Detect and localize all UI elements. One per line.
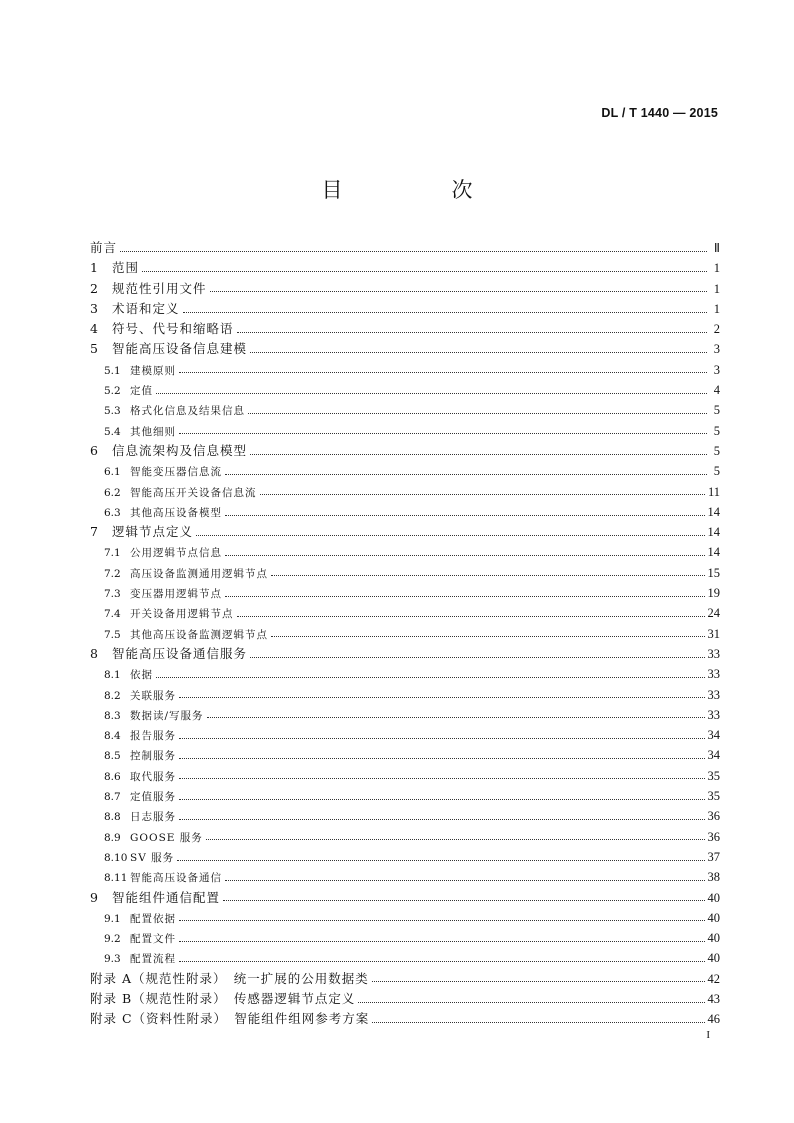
toc-entry-label: 配置文件 [130,933,176,946]
toc-entry-page: 5 [713,423,720,438]
toc-entry[interactable] [90,421,720,441]
toc-entry-page: 33 [707,687,720,702]
toc-entry-label: 格式化信息及结果信息 [130,405,245,418]
toc-entry-label: 范围 [112,260,140,276]
toc-entry-label: 关联服务 [130,689,176,702]
toc-entry-number: 8.5 [104,750,121,763]
dot-leader [196,535,704,536]
toc-entry[interactable] [90,664,720,684]
toc-entry-number: 4 [90,321,98,337]
toc-entry-number: 5.4 [104,425,121,438]
toc-entry-label: 智能高压设备通信服务 [112,645,248,661]
toc-entry-label: 逻辑节点定义 [112,524,194,540]
toc-entry[interactable] [90,522,720,542]
toc-entry-number: 7.5 [104,628,121,641]
toc-entry-label: 建模原则 [130,364,176,377]
toc-entry-label: 开关设备用逻辑节点 [130,608,234,621]
toc-entry[interactable] [90,705,720,725]
dot-leader [271,575,705,576]
toc-entry[interactable] [90,299,720,319]
toc-entry-number: 1 [90,260,98,276]
toc-entry[interactable] [90,766,720,786]
toc-entry-page: 1 [713,281,720,296]
dot-leader [207,717,705,718]
dot-leader [179,778,705,779]
toc-entry[interactable] [90,745,720,765]
toc-entry-number: 5.3 [104,405,121,418]
toc-entry-page: 5 [713,443,720,458]
toc-entry-label: 控制服务 [130,750,176,763]
toc-entry-number: 5.2 [104,385,121,398]
toc-entry[interactable] [90,482,720,502]
toc-entry[interactable] [90,603,720,623]
toc-entry-page: 3 [713,342,720,357]
toc-entry-number: 6.1 [104,466,121,479]
toc-entry-label: 配置流程 [130,953,176,966]
toc-entry-page: 40 [707,951,720,966]
toc-entry-label: 术语和定义 [112,300,180,316]
toc-entry-label: 日志服务 [130,811,176,824]
toc-entry-label: SV 服务 [130,851,175,864]
toc-entry-page: 2 [713,322,720,337]
toc-entry[interactable] [90,827,720,847]
toc-entry-number: 8.3 [104,709,121,722]
toc-entry[interactable] [90,461,720,481]
dot-leader [206,839,705,840]
toc-entry[interactable] [90,563,720,583]
toc-entry-label: 公用逻辑节点信息 [130,547,222,560]
toc-entry-page: 34 [707,748,720,763]
toc-entry-number: 8.4 [104,730,121,743]
toc-entry-number: 6.2 [104,486,121,499]
toc-entry-label: 前言 [90,240,118,255]
toc-entry[interactable] [90,380,720,400]
toc-entry[interactable] [90,441,720,461]
toc-entry[interactable] [90,908,720,928]
toc-entry-number: 8.6 [104,770,121,783]
toc-entry[interactable] [90,502,720,522]
toc-entry-page: 36 [707,809,720,824]
toc-entry-label: 附录 A（规范性附录） 统一扩展的公用数据类 [90,970,369,986]
toc-entry[interactable] [90,644,720,664]
toc-entry-page: 1 [713,261,720,276]
table-of-contents [90,238,720,1030]
toc-entry-label: 定值 [130,385,153,398]
toc-entry-number: 8.9 [104,831,121,844]
toc-entry-number: 9.1 [104,912,121,925]
dot-leader [179,961,705,962]
dot-leader [183,312,707,313]
toc-entry-page: 46 [707,1012,720,1027]
toc-entry-number: 8 [90,645,98,661]
toc-entry[interactable] [90,238,720,258]
toc-entry-number: 8.7 [104,791,121,804]
toc-entry-label: 高压设备监测通用逻辑节点 [130,567,268,580]
toc-entry-page: 40 [707,910,720,925]
dot-leader [271,636,705,637]
toc-entry[interactable] [90,989,720,1009]
toc-entry[interactable] [90,786,720,806]
dot-leader [225,515,705,516]
toc-entry-label: 其他高压设备模型 [130,506,222,519]
dot-leader [372,1022,704,1023]
toc-entry-number: 8.1 [104,669,121,682]
toc-entry-page: 38 [707,870,720,885]
toc-entry[interactable] [90,279,720,299]
toc-entry-page: 11 [707,484,720,499]
toc-entry-page: 19 [707,586,720,601]
toc-entry-number: 2 [90,280,98,296]
toc-entry-page: 43 [707,991,720,1006]
toc-entry[interactable] [90,542,720,562]
toc-entry-label: GOOSE 服务 [130,831,203,844]
toc-entry[interactable] [90,888,720,908]
toc-entry[interactable] [90,258,720,278]
toc-entry-label: 定值服务 [130,791,176,804]
toc-entry-label: 其他细则 [130,425,176,438]
toc-entry-number: 5.1 [104,364,121,377]
toc-entry-page: 1 [713,301,720,316]
toc-entry[interactable] [90,847,720,867]
dot-leader [237,332,707,333]
dot-leader [225,555,705,556]
toc-entry-page: 36 [707,829,720,844]
toc-entry-number: 9 [90,889,98,905]
dot-leader [179,941,705,942]
page-number: I [706,1029,710,1041]
toc-entry-page: 5 [713,464,720,479]
toc-entry-page: Ⅱ [713,241,720,255]
dot-leader [248,413,707,414]
toc-entry-label: 智能组件通信配置 [112,889,221,905]
toc-entry-page: 35 [707,789,720,804]
toc-entry-number: 9.2 [104,933,121,946]
dot-leader [179,758,705,759]
toc-entry-page: 31 [707,626,720,641]
toc-entry-number: 7.1 [104,547,121,560]
dot-leader [179,372,707,373]
toc-entry[interactable] [90,1009,720,1029]
toc-entry-number: 6.3 [104,506,121,519]
toc-entry[interactable] [90,685,720,705]
toc-entry-label: 依据 [130,669,153,682]
dot-leader [237,616,705,617]
dot-leader [225,880,705,881]
toc-entry-number: 8.10 [104,851,128,864]
toc-entry-label: 符号、代号和缩略语 [112,321,234,337]
toc-entry-page: 3 [713,362,720,377]
dot-leader [372,981,705,982]
toc-entry-label: 其他高压设备监测逻辑节点 [130,628,268,641]
toc-entry-label: 变压器用逻辑节点 [130,588,222,601]
toc-entry-label: 报告服务 [130,730,176,743]
dot-leader [225,474,707,475]
toc-entry[interactable] [90,360,720,380]
dot-leader [260,494,705,495]
toc-entry-page: 5 [713,403,720,418]
toc-entry[interactable] [90,969,720,989]
dot-leader [179,738,705,739]
toc-entry[interactable] [90,319,720,339]
dot-leader [177,860,704,861]
toc-entry[interactable] [90,948,720,968]
toc-entry-label: 配置依据 [130,912,176,925]
toc-entry-page: 35 [707,768,720,783]
toc-entry-label: 数据读/写服务 [130,709,204,722]
toc-entry[interactable] [90,339,720,359]
dot-leader [250,352,707,353]
toc-entry-page: 33 [707,707,720,722]
toc-entry-page: 4 [713,383,720,398]
toc-entry-page: 42 [707,971,720,986]
toc-entry-label: 智能变压器信息流 [130,466,222,479]
dot-leader [250,657,704,658]
toc-entry-page: 24 [707,606,720,621]
toc-entry-page: 15 [707,565,720,580]
toc-entry-number: 8.8 [104,811,121,824]
dot-leader [156,677,705,678]
toc-entry-number: 5 [90,341,98,357]
toc-entry-number: 3 [90,300,98,316]
toc-entry-number: 7.2 [104,567,121,580]
dot-leader [250,454,707,455]
toc-entry-number: 7.3 [104,588,121,601]
toc-entry-page: 14 [707,545,720,560]
toc-entry-label: 智能高压开关设备信息流 [130,486,257,499]
toc-entry-page: 14 [707,504,720,519]
dot-leader [179,819,705,820]
dot-leader [223,900,704,901]
toc-entry[interactable] [90,725,720,745]
dot-leader [156,393,707,394]
dot-leader [179,920,705,921]
toc-entry-page: 40 [707,931,720,946]
toc-entry-page: 33 [707,667,720,682]
dot-leader [210,291,707,292]
toc-entry[interactable] [90,806,720,826]
dot-leader [179,799,705,800]
toc-entry-number: 6 [90,442,98,458]
toc-entry-page: 33 [707,646,720,661]
dot-leader [358,1002,704,1003]
toc-entry-page: 14 [707,525,720,540]
toc-entry[interactable] [90,583,720,603]
dot-leader [179,697,705,698]
dot-leader [120,251,707,252]
dot-leader [142,271,707,272]
toc-entry-number: 8.11 [104,872,128,885]
toc-entry-number: 7 [90,524,98,540]
toc-entry-label: 附录 B（规范性附录） 传感器逻辑节点定义 [90,990,356,1006]
toc-entry[interactable] [90,867,720,887]
toc-entry-label: 附录 C（资料性附录） 智能组件组网参考方案 [90,1011,370,1027]
toc-entry[interactable] [90,928,720,948]
toc-entry-page: 40 [707,890,720,905]
dot-leader [225,596,705,597]
page-title: 目 次 [321,178,517,202]
toc-entry-label: 智能高压设备通信 [130,872,222,885]
toc-entry-page: 34 [707,728,720,743]
toc-entry[interactable] [90,624,720,644]
toc-entry[interactable] [90,400,720,420]
toc-entry-page: 37 [707,849,720,864]
standard-code: DL / T 1440 — 2015 [601,106,718,120]
toc-entry-number: 7.4 [104,608,121,621]
toc-entry-label: 信息流架构及信息模型 [112,442,248,458]
toc-entry-label: 取代服务 [130,770,176,783]
toc-entry-number: 9.3 [104,953,121,966]
toc-entry-label: 规范性引用文件 [112,280,207,296]
toc-entry-label: 智能高压设备信息建模 [112,341,248,357]
toc-entry-number: 8.2 [104,689,121,702]
dot-leader [179,433,707,434]
